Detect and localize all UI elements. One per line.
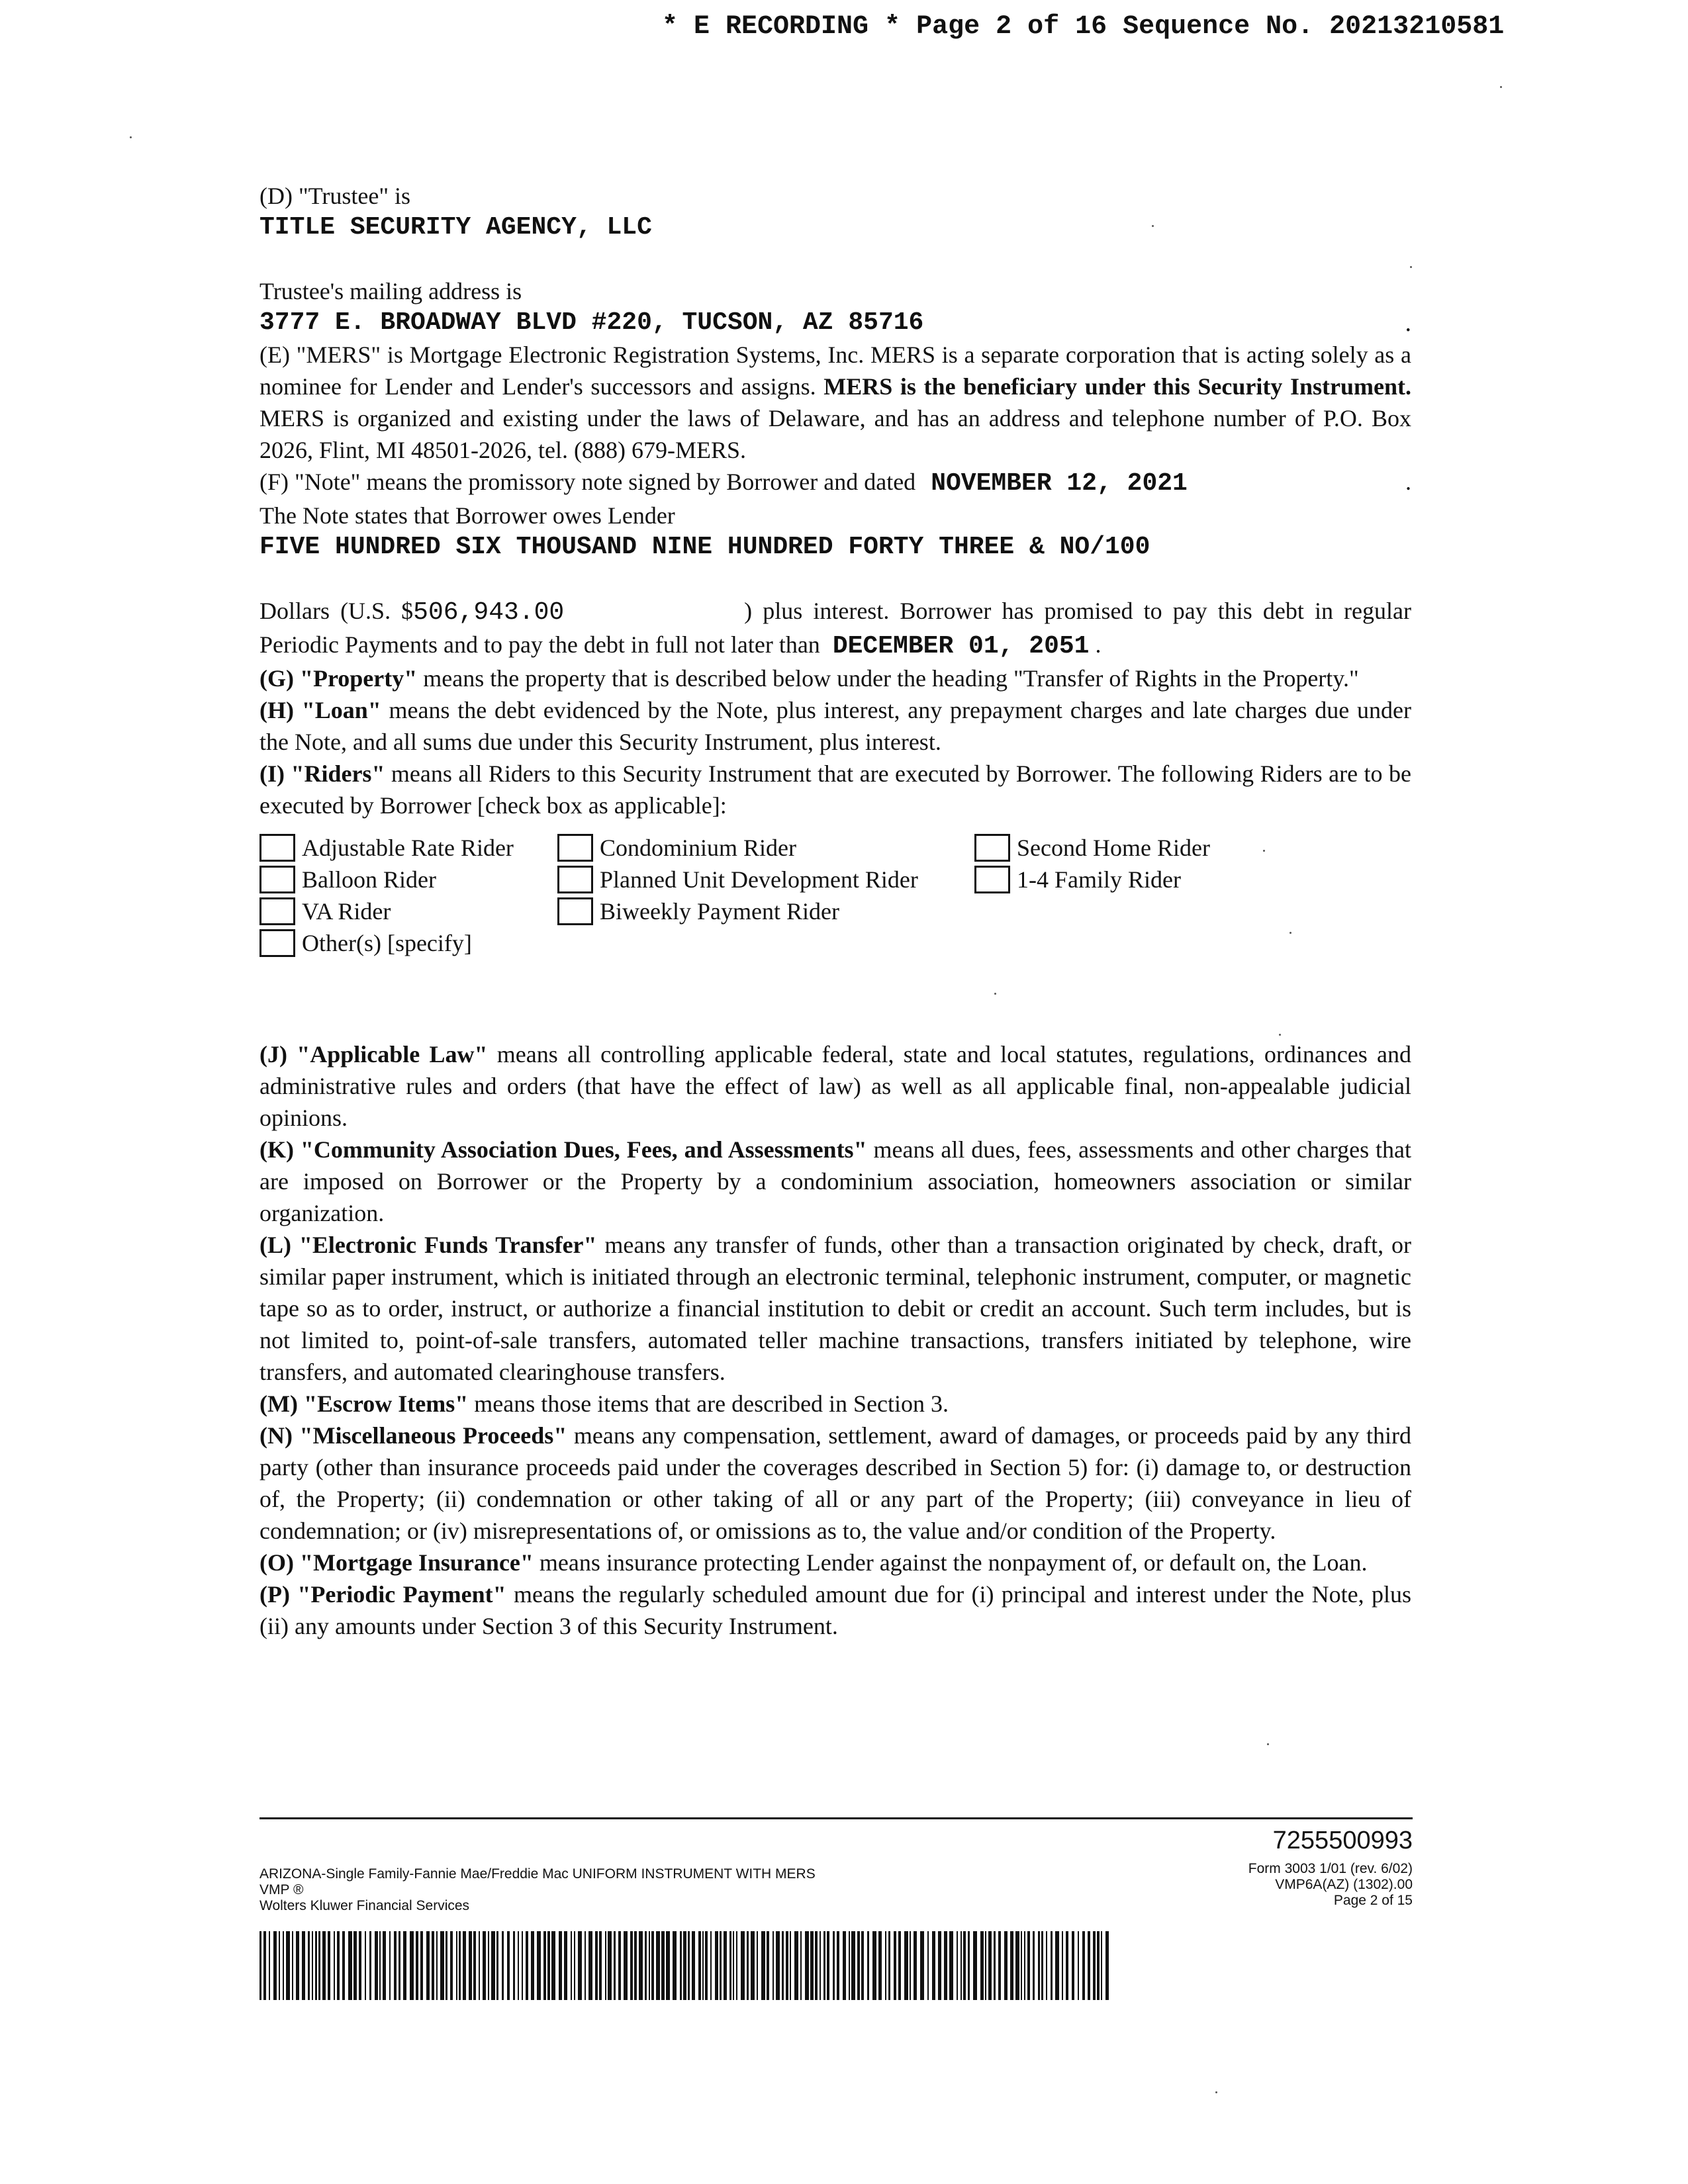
periodic-payment-definition: (P) "Periodic Payment" means the regularly scheduled amount due for (i) principal and interest under the Note, plus (ii) any amounts under Section 3 of this Security Instrument.: [259, 1581, 1412, 1639]
barcode-bar: [985, 1931, 986, 2000]
barcode-bar: [416, 1931, 418, 2000]
barcode-bar: [1010, 1931, 1013, 2000]
mers-definition: [259, 339, 1411, 466]
rider-planned-unit-development[interactable]: Planned Unit Development Rider: [557, 864, 974, 895]
barcode-bar: [1033, 1931, 1035, 2000]
barcode-bar: [973, 1931, 977, 2000]
barcode-bar: [932, 1931, 935, 2000]
rider-balloon[interactable]: Balloon Rider: [259, 864, 557, 895]
barcode-bar: [420, 1931, 423, 2000]
barcode-bar: [961, 1931, 962, 2000]
barcode-bar: [502, 1931, 504, 2000]
barcode-bar: [559, 1931, 562, 2000]
barcode-bar: [898, 1931, 901, 2000]
barcode-bar: [692, 1931, 695, 2000]
barcode-bar: [547, 1931, 550, 2000]
electronic-funds-transfer-definition: (L) "Electronic Funds Transfer" means any transfer of funds, other than a transaction originated by check, draft, or similar paper instrument, which is initiated through an electronic terminal, telephonic instrument, computer, or magnetic tape so as to order, instruct, or authorize a financial institution to debit or credit an account. Such term includes, but is not limited to, point-of-sale transfers, automated teller machine transactions, transfers initiated by telephone, wire transfers, and automated clearinghouse transfers.: [259, 1232, 1411, 1385]
barcode-bar: [318, 1931, 320, 2000]
barcode-bar: [1041, 1931, 1043, 2000]
scan-speck: [1263, 850, 1265, 852]
note-label: (F) "Note" means the promissory note signed by Borrower and dated: [259, 469, 916, 495]
barcode-bar: [673, 1931, 677, 2000]
barcode-bar: [1101, 1931, 1102, 2000]
barcode-bar: [608, 1931, 612, 2000]
barcode-bar: [292, 1931, 293, 2000]
barcode-bar: [426, 1931, 430, 2000]
barcode-bar: [639, 1931, 643, 2000]
barcode-bar: [767, 1931, 769, 2000]
barcode-bar: [757, 1931, 758, 2000]
barcode-bar: [269, 1931, 270, 2000]
note-amount: 506,943.00: [413, 598, 565, 627]
checkbox[interactable]: [974, 834, 1010, 862]
barcode-bar: [353, 1931, 357, 2000]
barcode-bar: [927, 1931, 929, 2000]
barcode-bar: [595, 1931, 598, 2000]
barcode-bar: [786, 1931, 788, 2000]
note-amount-words: FIVE HUNDRED SIX THOUSAND NINE HUNDRED FORTY THREE & NO/100: [259, 533, 1150, 561]
mers-lead: (E) "MERS" is Mortgage Electronic Registration Systems, Inc. MERS is a separate corporation that is acting solely as a nominee for Lender and Lender's successors and assigns.: [259, 341, 1411, 400]
checkbox[interactable]: [974, 866, 1010, 893]
barcode-bar: [263, 1931, 266, 2000]
barcode-bar: [1004, 1931, 1008, 2000]
barcode-bar: [379, 1931, 381, 2000]
scan-speck: [1279, 1034, 1281, 1036]
barcode-bar: [551, 1931, 555, 2000]
loan-label: (H) "Loan": [259, 697, 381, 723]
barcode-bar: [375, 1931, 378, 2000]
barcode-bar: [1078, 1931, 1079, 2000]
barcode-bar: [1027, 1931, 1030, 2000]
barcode-bar: [698, 1931, 701, 2000]
riders-checklist: [259, 832, 1411, 959]
barcode-bar: [618, 1931, 621, 2000]
checkbox[interactable]: [557, 897, 593, 925]
barcode-bar: [450, 1931, 453, 2000]
barcode-bar: [624, 1931, 628, 2000]
barcode-bar: [483, 1931, 486, 2000]
barcode-bar: [1024, 1931, 1025, 2000]
barcode-bar: [383, 1931, 386, 2000]
barcode-bar: [296, 1931, 299, 2000]
rider-biweekly-payment[interactable]: Biweekly Payment Rider: [557, 895, 974, 927]
scan-speck: [1267, 1743, 1269, 1745]
note-dollars-paragraph: [259, 595, 1411, 662]
barcode-bar: [322, 1931, 326, 2000]
barcode-bar: [526, 1931, 528, 2000]
barcode-bar: [649, 1931, 650, 2000]
rider-adjustable-rate[interactable]: Adjustable Rate Rider: [259, 832, 557, 864]
barcode-bar: [705, 1931, 708, 2000]
barcode-bar: [914, 1931, 917, 2000]
barcode-bar: [857, 1931, 860, 2000]
barcode-bar: [369, 1931, 371, 2000]
barcode-bar: [724, 1931, 727, 2000]
barcode-bar: [564, 1931, 567, 2000]
barcode-bar: [805, 1931, 809, 2000]
barcode-bar: [773, 1931, 774, 2000]
barcode-bar: [1062, 1931, 1063, 2000]
riders-text: means all Riders to this Security Instrument that are executed by Borrower. The following Riders are to be executed by Borrower [check box as applicable]:: [259, 760, 1412, 819]
rider-1-4-family[interactable]: 1-4 Family Rider: [974, 864, 1319, 895]
property-label: (G) "Property": [259, 665, 418, 692]
barcode-bar: [776, 1931, 780, 2000]
barcode-bar: [286, 1931, 290, 2000]
applicable-law-definition: (J) "Applicable Law" means all controlling applicable federal, state and local statutes, regulations, ordinances and administrative rules and orders (that have the effect of law) as well as all applicable final, non-appealable judicial opinions.: [259, 1041, 1411, 1131]
barcode-bar: [531, 1931, 534, 2000]
barcode-bar: [496, 1931, 498, 2000]
barcode-bar: [794, 1931, 798, 2000]
maturity-end: .: [1095, 631, 1102, 658]
document-body: [259, 180, 1411, 1642]
checkbox[interactable]: [557, 866, 593, 893]
barcode-bar: [833, 1931, 835, 2000]
barcode-bar: [651, 1931, 654, 2000]
barcode-bar: [359, 1931, 361, 2000]
barcode-bar: [1038, 1931, 1040, 2000]
barcode-bar: [479, 1931, 480, 2000]
barcode-bar: [820, 1931, 821, 2000]
barcode-bar: [861, 1931, 864, 2000]
barcode-bar: [308, 1931, 310, 2000]
barcode-bar: [302, 1931, 305, 2000]
barcode-bar: [680, 1931, 682, 2000]
barcode-bar: [1105, 1931, 1109, 2000]
barcode-bar: [904, 1931, 908, 2000]
barcode-bar: [944, 1931, 947, 2000]
barcode-bar: [574, 1931, 575, 2000]
barcode-bar: [578, 1931, 582, 2000]
trustee-name: TITLE SECURITY AGENCY, LLC: [259, 213, 652, 242]
barcode-bar: [522, 1931, 523, 2000]
barcode-bar: [614, 1931, 616, 2000]
barcode-bar: [543, 1931, 546, 2000]
barcode-bar: [800, 1931, 802, 2000]
barcode-bar: [507, 1931, 510, 2000]
barcode-bar: [459, 1931, 461, 2000]
barcode-bar: [666, 1931, 670, 2000]
barcode-bar: [259, 1931, 261, 2000]
barcode-bar: [403, 1931, 406, 2000]
barcode-bar: [988, 1931, 992, 2000]
barcode-bar: [645, 1931, 647, 2000]
barcode-bar: [1088, 1931, 1090, 2000]
barcode-bar: [473, 1931, 476, 2000]
barcode-bar: [736, 1931, 737, 2000]
scan-speck: [1410, 266, 1412, 268]
barcode-bar: [761, 1931, 765, 2000]
maturity-date: DECEMBER 01, 2051: [832, 632, 1090, 660]
barcode-bar: [456, 1931, 457, 2000]
escrow-items-definition: (M) "Escrow Items" means those items that are described in Section 3.: [259, 1390, 949, 1417]
property-text: means the property that is described below under the heading "Transfer of Rights in the Property.": [417, 665, 1359, 692]
barcode-bar: [720, 1931, 722, 2000]
mers-beneficiary: MERS is the beneficiary under this Security Instrument.: [823, 373, 1412, 400]
barcode-bar: [968, 1931, 970, 2000]
barcode-bar: [1055, 1931, 1059, 2000]
barcode-bar: [537, 1931, 541, 2000]
barcode-bar: [571, 1931, 572, 2000]
scan-speck: [1152, 225, 1154, 227]
barcode-bar: [994, 1931, 996, 2000]
note-owes-line: The Note states that Borrower owes Lender: [259, 502, 675, 529]
trustee-address-line: [259, 307, 1411, 339]
barcode-bar: [432, 1931, 434, 2000]
barcode-bar: [885, 1931, 886, 2000]
barcode-bar: [1097, 1931, 1100, 2000]
barcode-bar: [488, 1931, 489, 2000]
barcode-bar: [878, 1931, 882, 2000]
trustee-mailing-label: Trustee's mailing address is: [259, 278, 522, 304]
barcode-bar: [867, 1931, 869, 2000]
barcode-bar: [445, 1931, 447, 2000]
checkbox[interactable]: [259, 897, 295, 925]
barcode-bar: [938, 1931, 941, 2000]
barcode-bar: [399, 1931, 400, 2000]
barcode-bar: [389, 1931, 391, 2000]
form-number: Form 3003 1/01 (rev. 6/02) VMP6A(AZ) (1302).00 Page 2 of 15: [1248, 1861, 1413, 1908]
barcode-bar: [518, 1931, 519, 2000]
barcode-bar: [1051, 1931, 1053, 2000]
rider-condominium[interactable]: Condominium Rider: [557, 832, 974, 864]
property-definition: [259, 662, 1411, 694]
note-date-line: [259, 466, 1411, 500]
barcode-bar: [888, 1931, 890, 2000]
dollars-suffix: ) plus interest. Borrower has promised to pay this debt in regular Periodic Payments and to pay the debt in full not later than: [259, 598, 1411, 658]
barcode-bar: [920, 1931, 924, 2000]
barcode-bar: [733, 1931, 734, 2000]
scan-speck: [1289, 932, 1291, 934]
loan-number: 7255500993: [1272, 1827, 1413, 1854]
rider-second-home[interactable]: Second Home Rider: [974, 832, 1319, 864]
barcode-bar: [790, 1931, 791, 2000]
barcode-bar: [827, 1931, 829, 2000]
barcode-bar: [328, 1931, 330, 2000]
barcode-bar: [315, 1931, 317, 2000]
barcode-bar: [837, 1931, 839, 2000]
scan-speck: [1500, 86, 1502, 88]
barcode-bar: [751, 1931, 755, 2000]
barcode-bar: [440, 1931, 444, 2000]
barcode-bar: [729, 1931, 731, 2000]
barcode-bar: [1021, 1931, 1022, 2000]
barcode-bar: [469, 1931, 472, 2000]
barcode-bar: [823, 1931, 825, 2000]
barcode-bar: [334, 1931, 335, 2000]
note-date: NOVEMBER 12, 2021: [931, 469, 1188, 498]
barcode-bar: [683, 1931, 686, 2000]
barcode-bar: [585, 1931, 586, 2000]
barcode-bar: [782, 1931, 784, 2000]
barcode-bar: [810, 1931, 814, 2000]
dollars-prefix: Dollars (U.S. $: [259, 598, 414, 624]
recording-header: * E RECORDING * Page 2 of 16 Sequence No. 20213210581: [662, 12, 1505, 42]
barcode-bar: [463, 1931, 466, 2000]
barcode-bar: [688, 1931, 690, 2000]
barcode-bar: [273, 1931, 277, 2000]
barcode-bar: [872, 1931, 876, 2000]
rider-va[interactable]: VA Rider: [259, 895, 557, 927]
loan-text: means the debt evidenced by the Note, plus interest, any prepayment charges and late charges due under the Note, and all sums due under this Security Instrument, plus interest.: [259, 697, 1412, 755]
barcode-bar: [849, 1931, 850, 2000]
barcode-bar: [312, 1931, 313, 2000]
scan-speck: [130, 136, 132, 138]
barcode-bar: [630, 1931, 633, 2000]
scan-speck: [1215, 2091, 1217, 2093]
barcode-bar: [661, 1931, 665, 2000]
barcode-bar: [513, 1931, 515, 2000]
loan-definition: [259, 694, 1411, 758]
checkbox[interactable]: [557, 834, 593, 862]
barcode-bar: [605, 1931, 606, 2000]
barcode-bar: [279, 1931, 280, 2000]
barcode-bar: [394, 1931, 397, 2000]
footer-rule: [259, 1817, 1413, 1819]
trustee-label: (D) "Trustee" is: [259, 183, 411, 209]
barcode-bar: [1066, 1931, 1068, 2000]
riders-definition: [259, 758, 1411, 821]
barcode-bar: [747, 1931, 749, 2000]
barcode-bar: [715, 1931, 718, 2000]
barcode-bar: [815, 1931, 818, 2000]
barcode-bar: [998, 1931, 1001, 2000]
barcode-bar: [949, 1931, 953, 2000]
trustee-address-end: .: [1405, 309, 1411, 337]
barcode-bar: [843, 1931, 846, 2000]
miscellaneous-proceeds-definition: (N) "Miscellaneous Proceeds" means any compensation, settlement, award of damages, or proceeds paid by any third party (other than insurance proceeds paid under the coverages described in Section 5) for: (i) damage to, or destruction of, the Property; (ii) condemnation or other taking of all or any part of the Property; (iii) conveyance in lieu of condemnation; or (iv) misrepresentations of, or omissions as to, the value and/or condition of the Property.: [259, 1422, 1412, 1544]
note-date-end: .: [1405, 469, 1411, 495]
barcode-bar: [1093, 1931, 1096, 2000]
barcode-bar: [710, 1931, 712, 2000]
barcode-bar: [634, 1931, 637, 2000]
barcode-bar: [337, 1931, 340, 2000]
checkbox[interactable]: [259, 834, 295, 862]
barcode-bar: [702, 1931, 704, 2000]
mortgage-insurance-definition: (O) "Mortgage Insurance" means insurance protecting Lender against the nonpayment of, or default on, the Loan.: [259, 1549, 1368, 1576]
barcode-bar: [342, 1931, 345, 2000]
scan-speck: [994, 993, 996, 995]
barcode-bar: [1082, 1931, 1085, 2000]
mers-rest: MERS is organized and existing under the laws of Delaware, and has an address and telephone number of P.O. Box 2026, Flint, MI 48501-2026, tel. (888) 679-MERS.: [259, 405, 1411, 463]
rider-other[interactable]: Other(s) [specify]: [259, 927, 557, 959]
barcode-bar: [1072, 1931, 1074, 2000]
barcode-bar: [410, 1931, 414, 2000]
barcode-bar: [599, 1931, 602, 2000]
rider-empty: [974, 895, 1319, 927]
barcode-bar: [894, 1931, 896, 2000]
riders-label: (I) "Riders": [259, 760, 385, 787]
barcode-bar: [957, 1931, 958, 2000]
barcode-bar: [436, 1931, 438, 2000]
barcode-bar: [348, 1931, 352, 2000]
checkbox[interactable]: [259, 866, 295, 893]
barcode-bar: [283, 1931, 284, 2000]
barcode-bar: [588, 1931, 592, 2000]
barcode-bar: [963, 1931, 966, 2000]
barcode-bar: [1015, 1931, 1019, 2000]
checkbox[interactable]: [259, 929, 295, 957]
barcode-bar: [1046, 1931, 1047, 2000]
trustee-address: 3777 E. BROADWAY BLVD #220, TUCSON, AZ 85716: [259, 308, 924, 337]
barcode-bar: [910, 1931, 911, 2000]
barcode-bar: [741, 1931, 745, 2000]
barcode: [259, 1931, 1113, 2000]
community-association-definition: (K) "Community Association Dues, Fees, and Assessments" means all dues, fees, assessments and other charges that are imposed on Borrower or the Property by a condominium association, homeowners association or similar organization.: [259, 1136, 1411, 1226]
form-description: ARIZONA-Single Family-Fannie Mae/Freddie Mac UNIFORM INSTRUMENT WITH MERS VMP ® Wolters Kluwer Financial Services: [259, 1866, 816, 1913]
barcode-bar: [491, 1931, 495, 2000]
barcode-bar: [980, 1931, 984, 2000]
barcode-bar: [365, 1931, 366, 2000]
barcode-bar: [656, 1931, 660, 2000]
barcode-bar: [851, 1931, 855, 2000]
